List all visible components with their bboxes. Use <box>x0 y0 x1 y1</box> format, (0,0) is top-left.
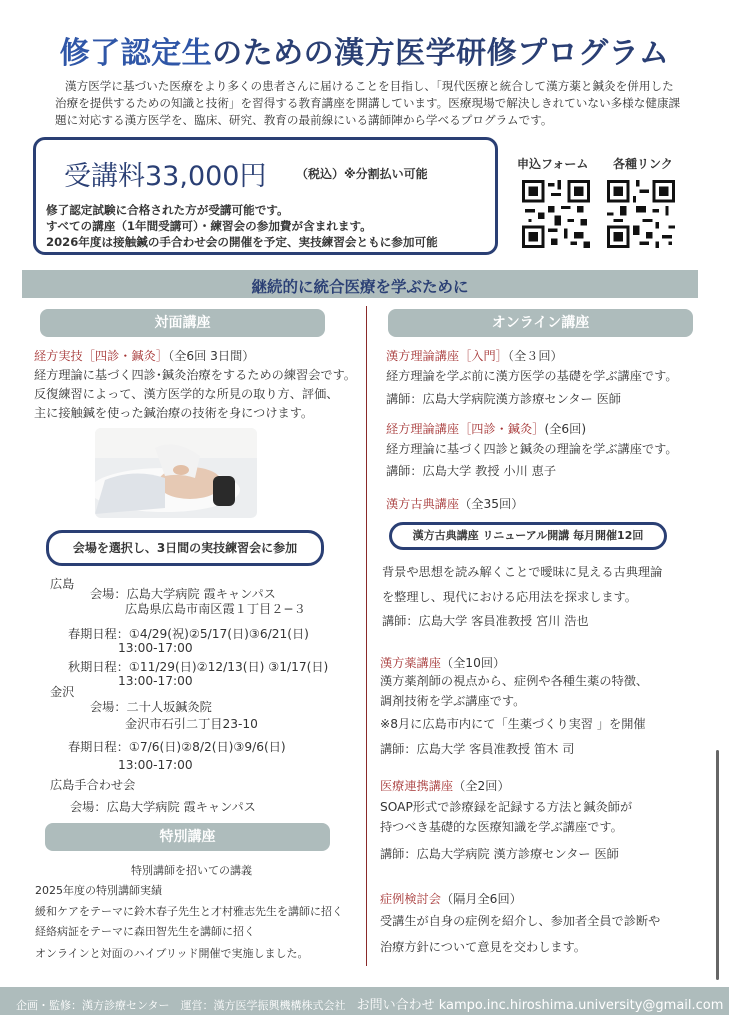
hiroshima-venue: 会場：広島大学病院 霞キャンパス <box>90 587 276 601</box>
apply-form-qr-code[interactable] <box>522 180 590 248</box>
in-person-course-pill: 対面講座 <box>40 309 325 337</box>
c3-teacher: 講師：広島大学 客員准教授 宮川 浩也 <box>382 614 589 628</box>
c1-desc: 経方理論を学ぶ前に漢方医学の基礎を学ぶ講座です。 <box>386 369 678 383</box>
c2-teacher: 講師：広島大学 教授 小川 恵子 <box>386 464 557 478</box>
hiroshima-spring-time: 13:00-17:00 <box>118 641 193 655</box>
column-divider <box>366 306 367 966</box>
special-course-line-3: 緩和ケアをテーマに鈴木春子先生と才村雅志先生を講師に招く <box>35 905 343 918</box>
c3-renewal-pill: 漢方古典講座 リニューアル開講 毎月開催12回 <box>389 522 667 550</box>
practical-course-desc-2: 反復練習によって、漢方医学的な所見の取り方、評価、 <box>34 387 339 401</box>
kanazawa-address: 金沢市石引二丁目23-10 <box>125 717 258 731</box>
fee-condition: 修了認定試験に合格された方が受講可能です。 <box>46 203 289 217</box>
c4-desc-1: 漢方薬剤師の視点から、症例や各種生薬の特徴、 <box>380 674 649 688</box>
c6-desc-2: 治療方針について意見を交わします。 <box>380 940 586 954</box>
hiroshima-autumn-time: 13:00-17:00 <box>118 674 193 688</box>
links-label: 各種リンク <box>613 157 673 171</box>
c4-teacher: 講師：広島大学 客員准教授 笛木 司 <box>380 742 575 756</box>
fee-inclusion: すべての講座（1年間受講可）・練習会の参加費が含まれます。 <box>46 219 372 233</box>
c5-desc-1: SOAP形式で診療録を記録する方法と鍼灸師が <box>380 800 633 814</box>
hiroshima-label: 広島 <box>50 577 75 591</box>
kanazawa-venue: 会場：二十人坂鍼灸院 <box>90 700 212 714</box>
c6-heading: 症例検討会（隔月全6回） <box>380 892 522 906</box>
c3-desc-2: を整理し、現代における応用法を探求します。 <box>382 590 637 604</box>
kanazawa-spring-time: 13:00-17:00 <box>118 758 193 772</box>
c5-heading: 医療連携講座（全2回） <box>380 779 510 793</box>
practical-course-desc-1: 経方理論に基づく四診･鍼灸治療をするための練習会です。 <box>34 368 356 382</box>
fee-2026-note: 2026年度は接触鍼の手合わせ会の開催を予定、実技練習会ともに参加可能 <box>46 235 438 249</box>
c1-heading: 漢方理論講座［入門］（全３回） <box>386 349 563 363</box>
fee-box <box>33 137 498 255</box>
c4-note: ※8月に広島市内にて「生薬づくり実習 」を開催 <box>380 717 646 731</box>
fee-tax-note: （税込）※分割払い可能 <box>296 167 428 181</box>
c4-desc-2: 調剤技術を学ぶ講座です。 <box>380 694 526 708</box>
c4-heading: 漢方薬講座（全10回） <box>380 656 506 670</box>
page-title: 修了認定生のための漢方医学研修プログラム <box>59 36 670 71</box>
special-course-line-4: 経絡病証をテーマに森田智先生を講師に招く <box>35 925 255 938</box>
practical-course-heading: 経方実技［四診・鍼灸］（全6回 3日間） <box>34 349 255 363</box>
footer-organizer: 企画・監修：漢方診療センター 運営：漢方医学振興機構株式会社 <box>16 999 346 1012</box>
kanazawa-label: 金沢 <box>50 685 75 699</box>
c6-desc-1: 受講生が自身の症例を紹介し、参加者全員で診断や <box>380 914 661 928</box>
special-course-line-2: 2025年度の特別講師実績 <box>35 884 162 897</box>
intro-paragraph: 漢方医学に基づいた医療をより多くの患者さんに届けることを目指し、「現代医療と統合して漢方薬と鍼灸を併用した 治療を提供するための知識と技術」を習得する教育講座を開講しています。医療現場で解決しきれていない多様な健康課題に対応する漢方医学を、臨床、研究、教育の最前線にいる講師陣から学べるプログラムです。 <box>55 79 681 127</box>
c1-teacher: 講師：広島大学病院漢方診療センター 医師 <box>386 392 621 406</box>
hiroshima-spring-schedule: 春期日程：①4/29(祝)②5/17(日)③6/21(日) <box>68 627 309 641</box>
scrollbar[interactable] <box>716 750 719 980</box>
section-band-title: 継続的に統合医療を学ぶために <box>251 278 469 296</box>
teawase-venue: 会場：広島大学病院 霞キャンパス <box>70 800 256 814</box>
footer-contact-email[interactable]: お問い合わせ kampo.inc.hiroshima.university@gmail.com <box>356 998 724 1013</box>
fee-amount: 受講料33,000円 <box>64 161 267 192</box>
special-course-pill: 特別講座 <box>45 823 330 851</box>
apply-form-label: 申込フォーム <box>517 157 589 171</box>
practical-course-desc-3: 主に接触鍼を使った鍼治療の技術を身につけます。 <box>34 406 314 420</box>
hiroshima-address: 広島県広島市南区霞１丁目２−３ <box>125 602 306 616</box>
footer-band <box>0 987 729 1015</box>
c3-desc-1: 背景や思想を読み解くことで曖昧に見える古典理論 <box>382 565 663 579</box>
online-course-pill: オンライン講座 <box>388 309 693 337</box>
c2-desc: 経方理論に基づく四診と鍼灸の理論を学ぶ講座です。 <box>386 442 678 456</box>
c5-teacher: 講師：広島大学病院 漢方診療センター 医師 <box>380 847 619 861</box>
special-course-line-1: 特別講師を招いての講義 <box>131 864 252 877</box>
hiroshima-autumn-schedule: 秋期日程：①11/29(日)②12/13(日) ③1/17(日) <box>68 660 329 674</box>
acupuncture-photo <box>95 428 257 518</box>
links-qr-code[interactable] <box>607 180 675 248</box>
footer-text <box>16 994 723 1013</box>
c3-heading: 漢方古典講座（全35回） <box>386 497 524 511</box>
venue-select-pill: 会場を選択し、3日間の実技練習会に参加 <box>46 530 324 566</box>
section-band <box>22 270 698 298</box>
special-course-line-5: オンラインと対面のハイブリッド開催で実施しました。 <box>35 947 309 960</box>
c5-desc-2: 持つべき基礎的な医療知識を学ぶ講座です。 <box>380 820 623 834</box>
teawase-label: 広島手合わせ会 <box>50 778 136 792</box>
kanazawa-spring-schedule: 春期日程：①7/6(日)②8/2(日)③9/6(日) <box>68 740 286 754</box>
c2-heading: 経方理論講座［四診・鍼灸］(全6回) <box>386 422 587 436</box>
